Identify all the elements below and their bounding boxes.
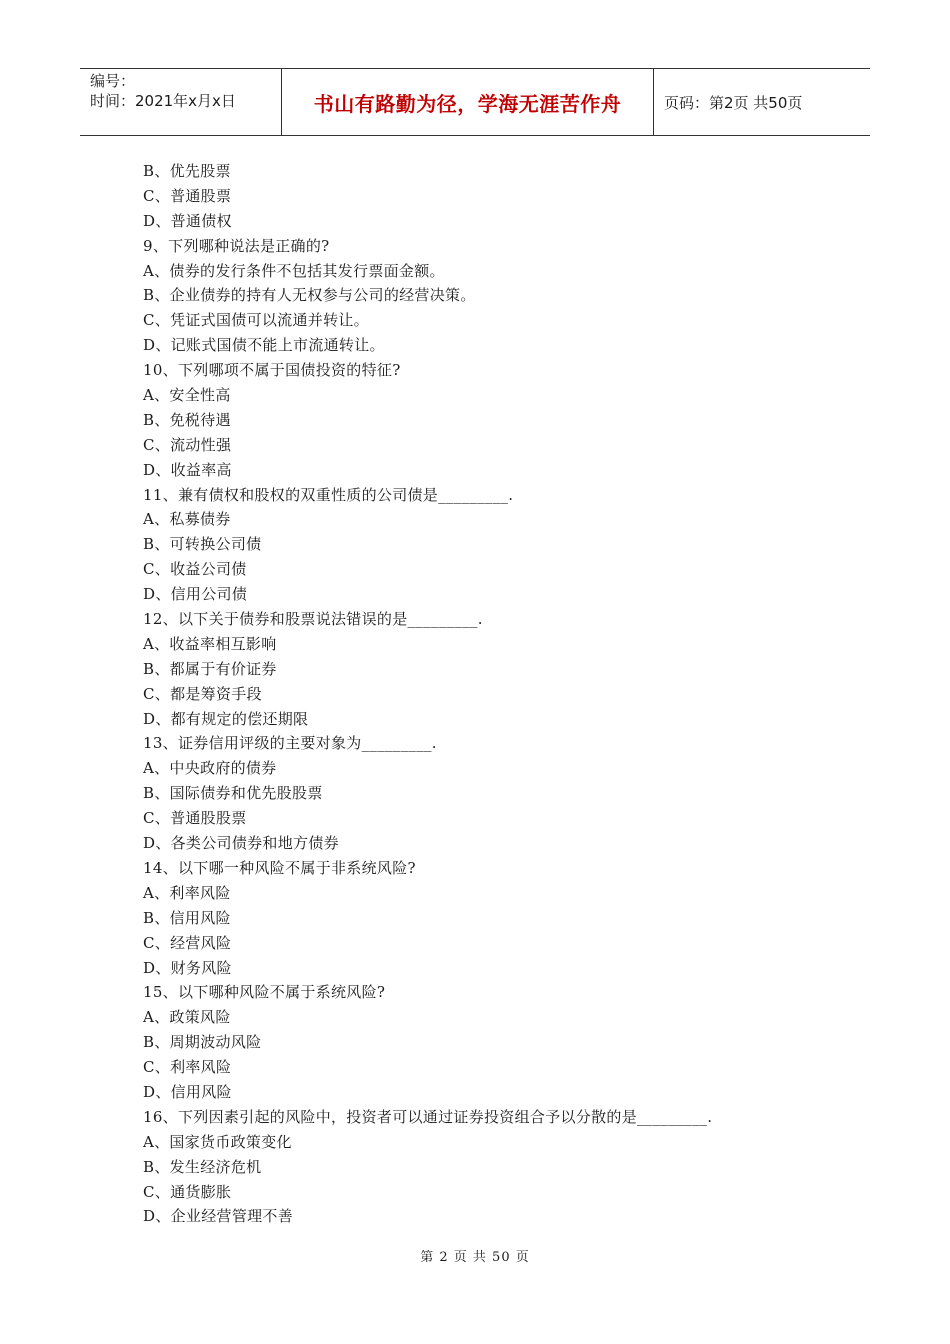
question-line: C、普通股票 (143, 186, 232, 205)
page-footer: 第 2 页 共 50 页 (420, 1250, 530, 1265)
question-line: B、国际债券和优先股股票 (143, 784, 323, 803)
question-line: C、流动性强 (143, 435, 232, 454)
question-line: 16、下列因素引起的风险中，投资者可以通过证券投资组合予以分散的是_________. (143, 1107, 713, 1126)
question-line: C、收益公司债 (143, 560, 247, 579)
question-line: D、普通债权 (143, 211, 232, 230)
question-line: D、收益率高 (143, 460, 232, 479)
page-header (80, 68, 870, 136)
question-line: A、中央政府的债券 (143, 759, 277, 778)
header-meta (80, 69, 282, 135)
question-line: 11、兼有债权和股权的双重性质的公司债是_________. (143, 485, 514, 504)
question-line: D、记账式国债不能上市流通转让。 (143, 336, 385, 355)
question-line: C、普通股股票 (143, 809, 247, 828)
header-page-info: 页码：第2页 共50页 (664, 93, 803, 112)
question-line: B、周期波动风险 (143, 1033, 262, 1052)
question-line: B、信用风险 (143, 908, 231, 927)
question-line: D、信用风险 (143, 1082, 232, 1101)
question-line: C、利率风险 (143, 1058, 232, 1077)
question-line: A、国家货币政策变化 (143, 1132, 292, 1151)
question-line: 14、以下哪一种风险不属于非系统风险? (143, 858, 416, 877)
question-line: B、发生经济危机 (143, 1157, 262, 1176)
question-line: A、收益率相互影响 (143, 634, 277, 653)
question-line: D、信用公司债 (143, 585, 248, 604)
question-line: A、政策风险 (143, 1008, 231, 1027)
question-line: A、私募债券 (143, 510, 231, 529)
question-line: C、凭证式国债可以流通并转让。 (143, 311, 369, 330)
question-line: 9、下列哪种说法是正确的? (143, 236, 330, 255)
question-list (143, 159, 843, 1229)
question-line: C、通货膨胀 (143, 1182, 232, 1201)
question-line: 10、下列哪项不属于国债投资的特征? (143, 361, 401, 380)
question-line: B、优先股票 (143, 162, 231, 180)
question-line: D、财务风险 (143, 958, 232, 977)
question-line: B、企业债券的持有人无权参与公司的经营决策。 (143, 286, 476, 305)
question-line: 12、以下关于债券和股票说法错误的是_________. (143, 610, 483, 629)
question-line: B、免税待遇 (143, 410, 231, 429)
header-motto: 书山有路勤为径，学海无涯苦作舟 (282, 69, 654, 135)
question-line: C、都是筹资手段 (143, 684, 262, 703)
document-time-label: 时间：2021年x月x日 (90, 92, 236, 110)
question-line: 13、证券信用评级的主要对象为_________. (143, 734, 437, 753)
document-number-label: 编号： (90, 72, 136, 90)
question-line: D、企业经营管理不善 (143, 1207, 294, 1226)
question-line: A、安全性高 (143, 386, 231, 405)
question-line: A、利率风险 (143, 883, 231, 902)
question-line: D、各类公司债券和地方债券 (143, 834, 339, 853)
question-line: D、都有规定的偿还期限 (143, 709, 309, 728)
question-line: B、都属于有价证券 (143, 659, 277, 678)
question-line: C、经营风险 (143, 933, 232, 952)
question-line: B、可转换公司债 (143, 535, 262, 554)
question-line: 15、以下哪种风险不属于系统风险? (143, 983, 386, 1002)
question-line: A、债券的发行条件不包括其发行票面金额。 (143, 261, 445, 280)
